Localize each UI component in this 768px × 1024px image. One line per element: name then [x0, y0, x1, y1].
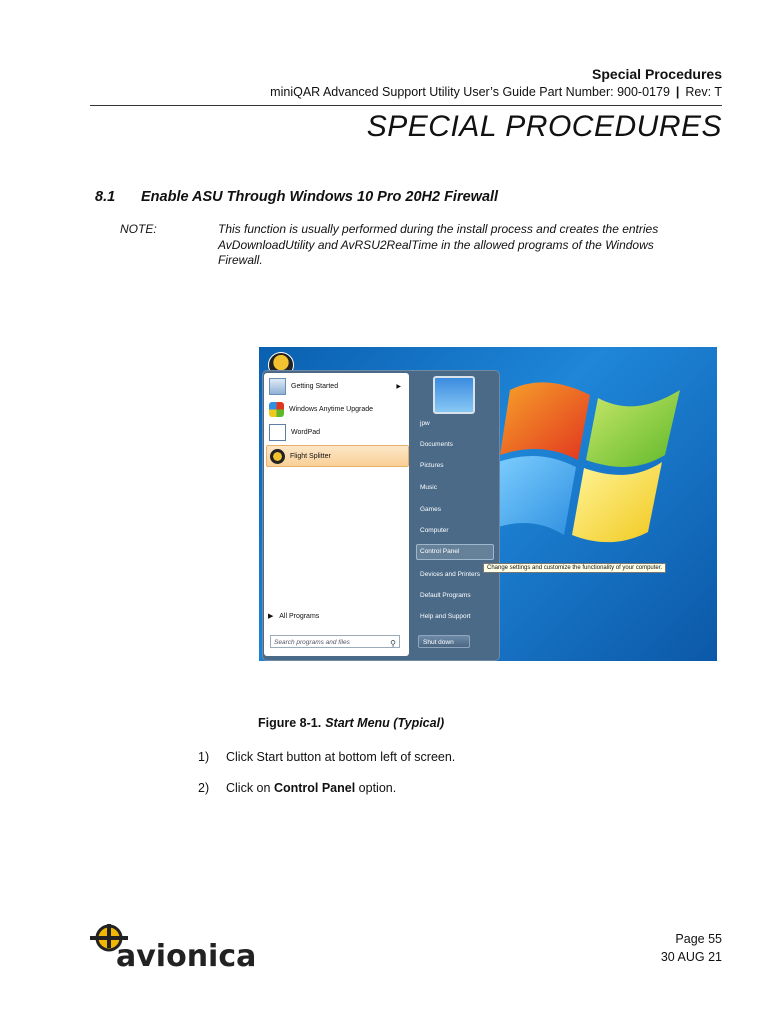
right-item-documents[interactable]: Documents	[420, 441, 453, 448]
step-2-text	[226, 781, 396, 795]
all-programs-label: All Programs	[279, 613, 320, 620]
right-item-computer[interactable]: Computer	[420, 527, 449, 534]
section-title: Enable ASU Through Windows 10 Pro 20H2 Firewall	[141, 189, 499, 205]
all-programs-item[interactable]	[268, 612, 319, 620]
right-item-default-programs[interactable]: Default Programs	[420, 592, 471, 599]
right-item-user[interactable]: jpw	[420, 420, 430, 427]
menu-item-label: Windows Anytime Upgrade	[289, 405, 374, 413]
header-section-title: Special Procedures	[592, 66, 722, 82]
step-2-text-before: Click on	[226, 781, 274, 795]
figure-name: Start Menu (Typical)	[325, 716, 445, 730]
figure-caption	[258, 716, 444, 730]
figure-label: Figure 8-1.	[258, 716, 322, 730]
shut-down-button[interactable]: Shut down	[418, 635, 470, 648]
right-item-pictures[interactable]: Pictures	[420, 462, 444, 469]
step-1-text: Click Start button at bottom left of screen.	[226, 750, 456, 764]
right-item-games[interactable]: Games	[420, 506, 441, 513]
getting-started-icon	[269, 378, 286, 395]
windows-upgrade-icon	[269, 402, 284, 417]
right-item-music[interactable]: Music	[420, 484, 437, 491]
user-picture-icon[interactable]	[433, 376, 475, 414]
wordpad-icon	[269, 424, 286, 441]
right-item-devices-printers[interactable]: Devices and Printers	[420, 571, 480, 578]
step-2-bold: Control Panel	[273, 781, 356, 795]
menu-item-wordpad[interactable]	[266, 422, 407, 442]
menu-item-label: WordPad	[291, 428, 321, 436]
avionica-logo	[90, 918, 257, 974]
header-doc-name: miniQAR Advanced Support Utility User’s Guide Part Number: 900-0179	[270, 85, 670, 99]
step-2-number: 2)	[198, 781, 210, 795]
header-separator: |	[675, 85, 680, 99]
section-number: 8.1	[95, 189, 116, 205]
flight-splitter-icon	[270, 449, 285, 464]
chapter-title: SPECIAL PROCEDURES	[366, 110, 722, 143]
header-rev: Rev: T	[685, 85, 722, 99]
note-text: This function is usually performed during the install process and creates the entries AvDownloadUtility and AvRSU2RealTime in the allowed programs of the Windows Firewall.	[218, 222, 659, 267]
header-rule	[90, 105, 722, 106]
header-doc-line	[270, 85, 722, 99]
step-1-number: 1)	[198, 750, 210, 764]
search-programs-input[interactable]	[270, 635, 400, 648]
menu-item-getting-started[interactable]	[266, 376, 407, 396]
step-2-text-after: option.	[355, 781, 397, 795]
menu-item-label: Getting Started	[291, 382, 339, 390]
revision-date: 30 AUG 21	[660, 950, 722, 964]
right-item-help-support[interactable]: Help and Support	[420, 613, 471, 620]
control-panel-tooltip: Change settings and customize the functionality of your computer.	[483, 563, 666, 573]
note-label: NOTE:	[120, 222, 157, 236]
avionica-logo-text: avionica	[116, 939, 257, 974]
all-programs-arrow-icon: ▶	[268, 613, 280, 620]
submenu-arrow-icon: ▶	[396, 383, 401, 390]
search-placeholder: Search programs and files	[274, 639, 350, 646]
search-icon: ⚲	[390, 639, 396, 648]
right-item-control-panel[interactable]: Control Panel	[420, 548, 460, 555]
page-number: Page 55	[675, 932, 722, 946]
menu-item-windows-anytime-upgrade[interactable]	[266, 399, 407, 419]
menu-item-flight-splitter[interactable]	[266, 445, 409, 467]
windows-logo-icon	[490, 360, 720, 560]
menu-item-label: Flight Splitter	[290, 452, 331, 460]
